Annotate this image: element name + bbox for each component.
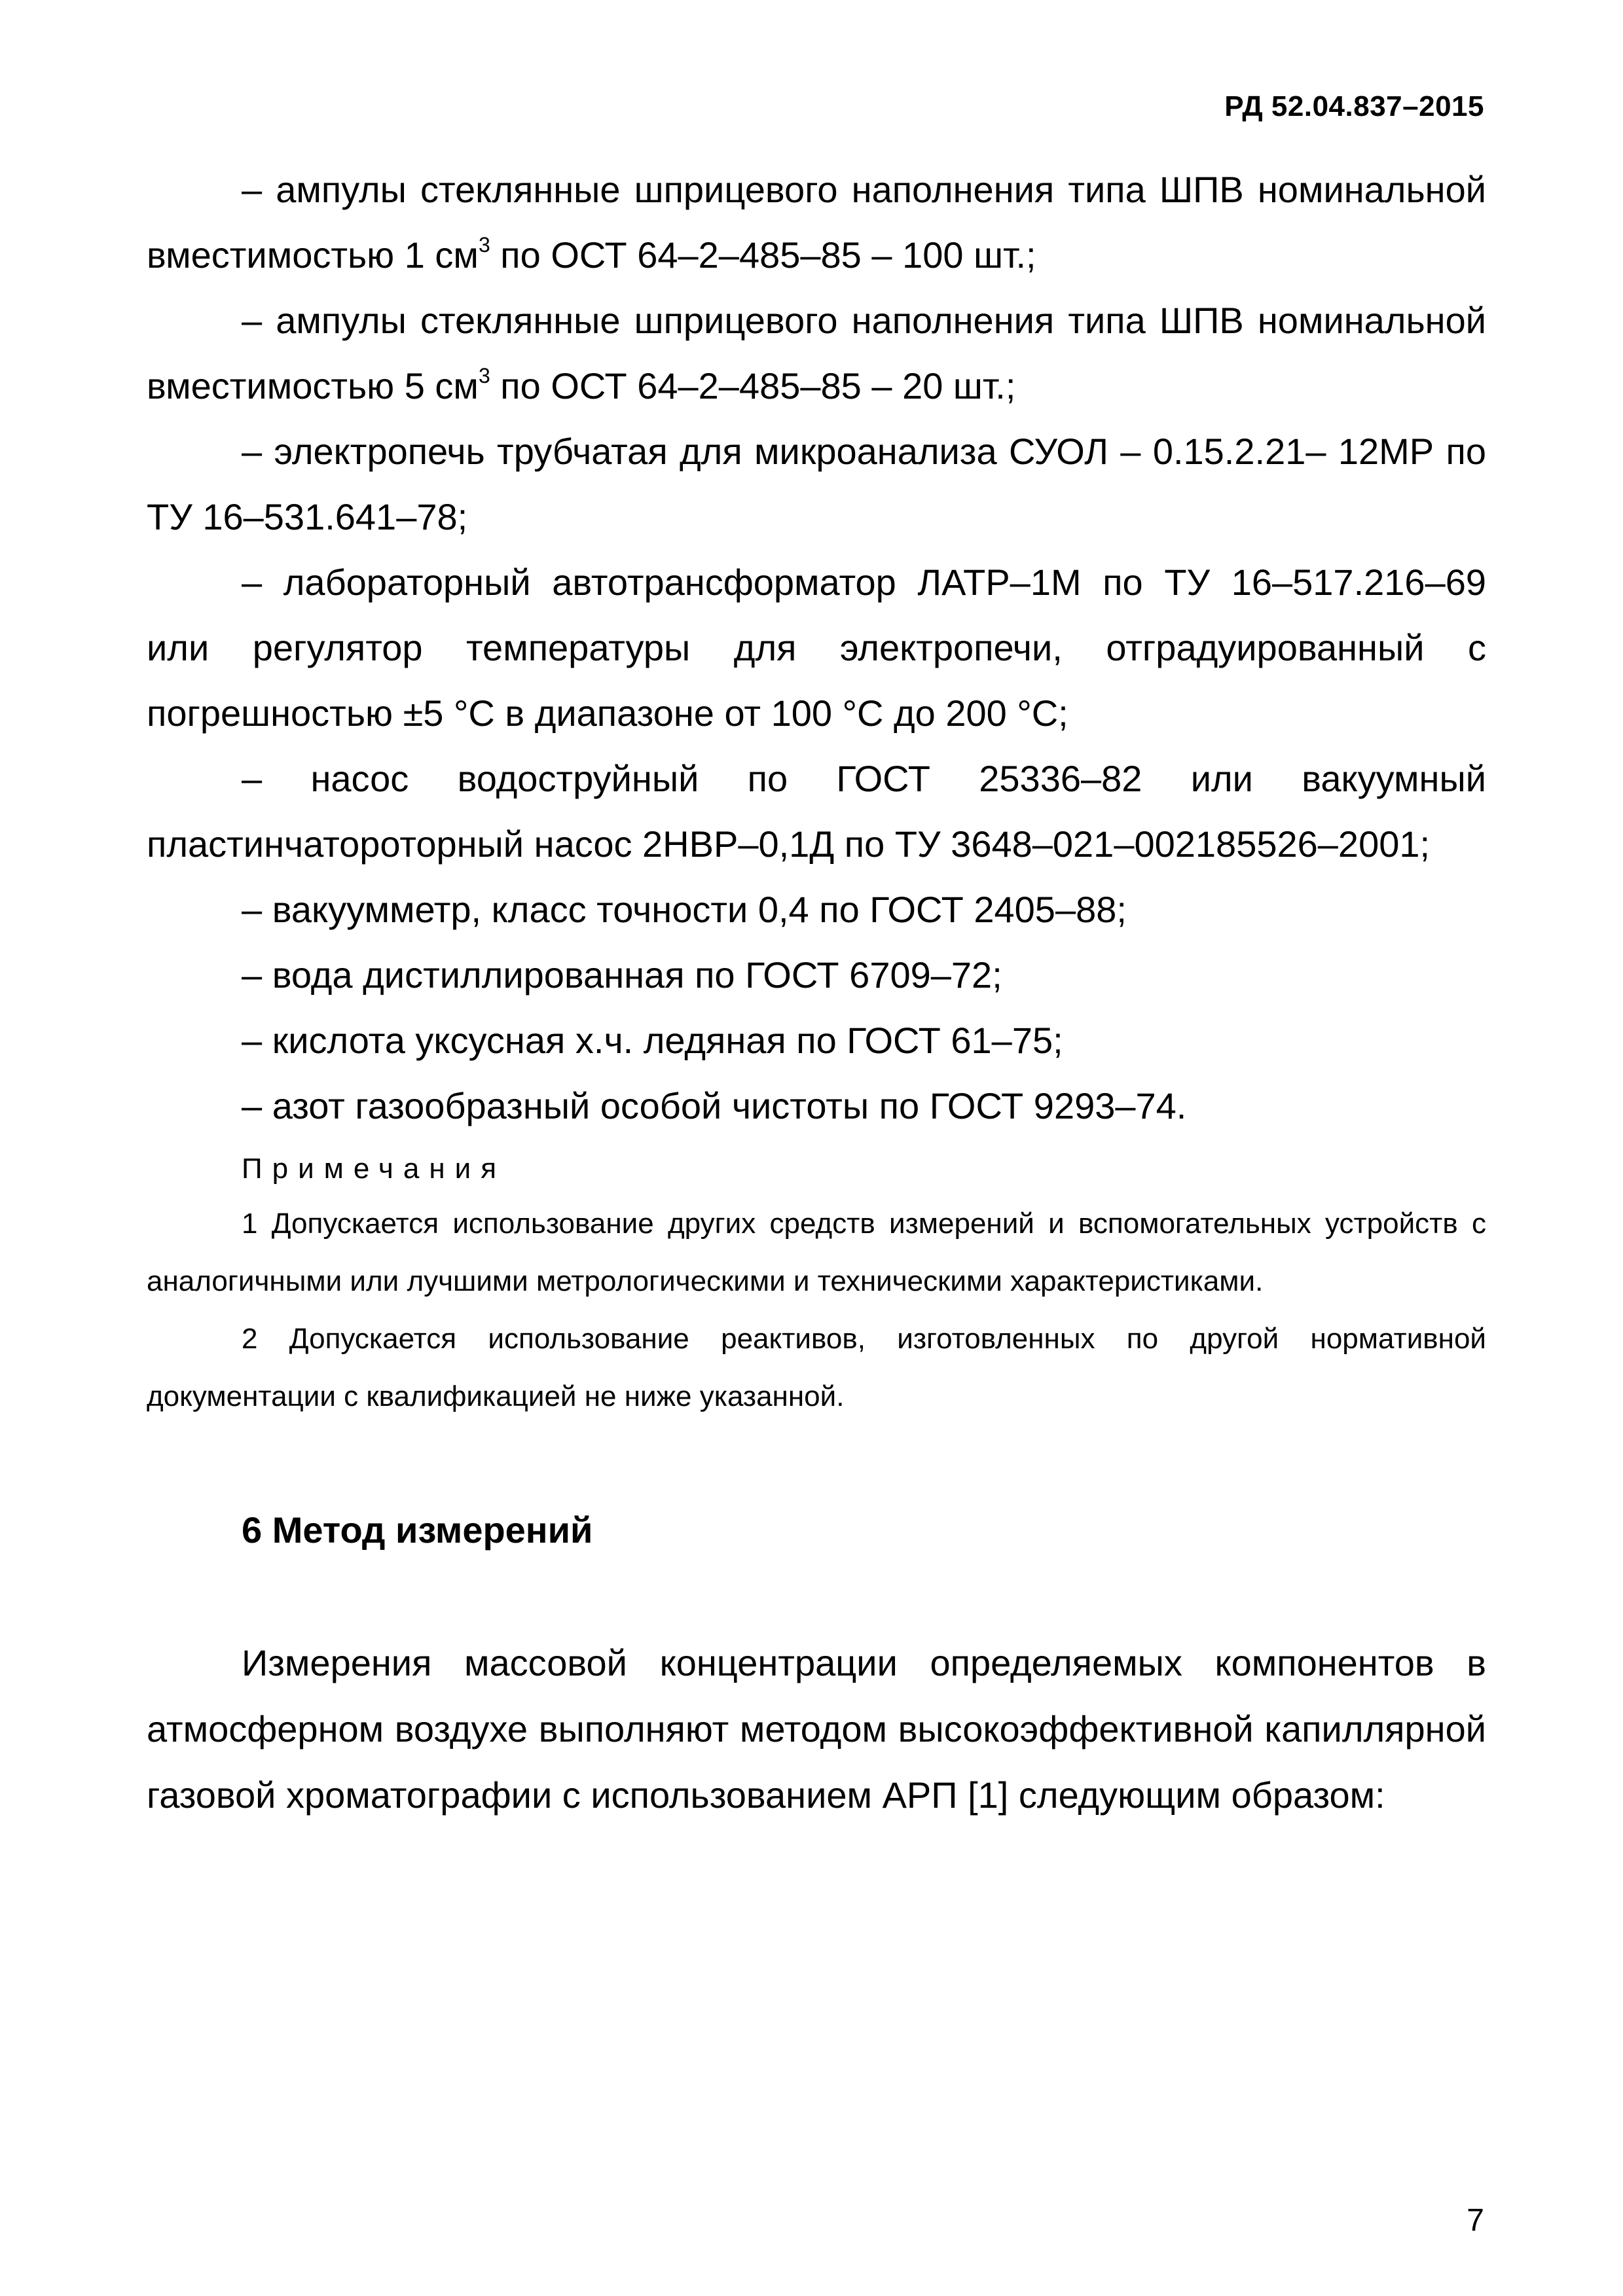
list-item (147, 288, 1486, 419)
list-item (147, 942, 1486, 1008)
note-item: 1 Допускается использование других средств измерений и вспомогательных устройств с аналогичными или лучшими метрологическими и техническими характеристиками. (147, 1208, 1486, 1297)
list-item (147, 746, 1486, 877)
notes-block (147, 1143, 1486, 1426)
superscript: 3 (478, 364, 490, 387)
notes-title: Примечания (242, 1153, 507, 1185)
list-item-text-tail: по ОСТ 64–2–485–85 – 100 шт.; (490, 234, 1036, 276)
section-heading: 6 Метод измерений (242, 1509, 593, 1551)
list-item-text: – лабораторный автотрансформатор ЛАТР–1М по ТУ 16–517.216–69 или регулятор температуры для электропечи, отградуированный с погрешностью ±5 °С в диапазоне от 100 °С до 200 °С; (147, 562, 1486, 734)
note-item: 2 Допускается использование реактивов, изготовленных по другой нормативной документации с квалификацией не ниже указанной. (147, 1323, 1486, 1412)
list-item-text: – ампулы стеклянные шприцевого наполнения типа ШПВ номинальной вместимостью 5 см (147, 300, 1486, 406)
list-item-text: – вакуумметр, класс точности 0,4 по ГОСТ 2405–88; (242, 889, 1127, 930)
superscript: 3 (478, 233, 490, 257)
list-item-text: – насос водоструйный по ГОСТ 25336–82 или вакуумный пластинчатороторный насос 2НВР–0,1Д по ТУ 3648–021–002185526–2001; (147, 758, 1486, 865)
list-item (147, 419, 1486, 550)
list-item (147, 1073, 1486, 1139)
list-item-text: – электропечь трубчатая для микроанализа СУОЛ – 0.15.2.21– 12МР по ТУ 16–531.641–78; (147, 431, 1486, 537)
list-item-text-tail: по ОСТ 64–2–485–85 – 20 шт.; (490, 365, 1016, 406)
page-number: 7 (1467, 2203, 1484, 2238)
list-item (147, 877, 1486, 942)
list-item (147, 157, 1486, 288)
document-code: РД 52.04.837–2015 (1224, 90, 1484, 122)
section-body: Измерения массовой концентрации определяемых компонентов в атмосферном воздухе выполняют методом высокоэффективной капиллярной газовой хроматографии с использованием АРП [1] следующим образом: (147, 1642, 1486, 1816)
list-item-text: – ампулы стеклянные шприцевого наполнения типа ШПВ номинальной вместимостью 1 см (147, 169, 1486, 276)
page-content (147, 157, 1486, 1865)
list-item-text: – вода дистиллированная по ГОСТ 6709–72; (242, 954, 1002, 996)
list-item (147, 550, 1486, 746)
list-item-text: – кислота уксусная х.ч. ледяная по ГОСТ 61–75; (242, 1020, 1063, 1061)
list-item-text: – азот газообразный особой чистоты по ГОСТ 9293–74. (242, 1085, 1187, 1126)
list-item (147, 1008, 1486, 1073)
